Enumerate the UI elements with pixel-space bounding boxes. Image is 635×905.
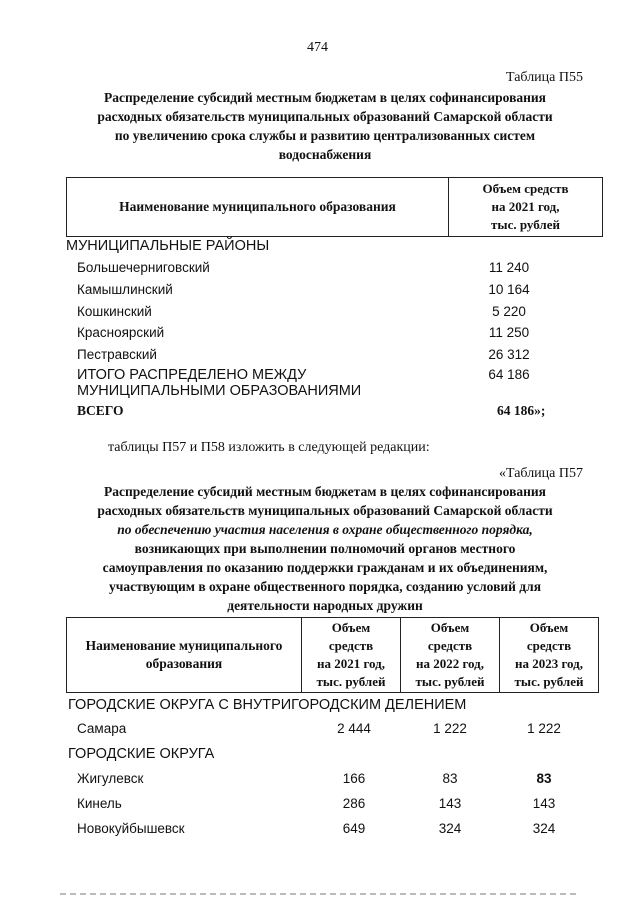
table-row-name: Кошкинский [77, 304, 152, 319]
table-row-value: 1 222 [433, 721, 467, 736]
table-row-value: 11 250 [488, 325, 530, 340]
header-2022: Объем средств на 2022 год, тыс. рублей [401, 618, 500, 693]
header-2021: Объем средств на 2021 год, тыс. рублей [302, 618, 401, 693]
table-row-value: 166 [342, 771, 366, 786]
table-row-name: Большечерниговский [77, 260, 210, 275]
table-row-value: 83 [536, 771, 552, 786]
section-heading: МУНИЦИПАЛЬНЫЕ РАЙОНЫ [66, 238, 270, 254]
table-row-value: 5 220 [492, 304, 526, 319]
grand-total-label: ВСЕГО [77, 403, 124, 418]
table-row-name: Новокуйбышевск [77, 821, 185, 836]
table-header [66, 177, 603, 237]
header-name: Наименование муниципального образования [67, 178, 449, 237]
table-row-name: Кинель [77, 796, 122, 811]
table-row-name: Самара [77, 721, 127, 736]
table-title: Распределение субсидий местным бюджетам в целях софинансирования расходных обязательств муниципальных образований Самарской области по обеспечению участия населения в охране общественного порядка, возникающих при выполнении полномочий органов местного самоуправления по оказанию поддержки гражданам и их объединениям, участвующим в охране общественного порядка, созданию условий для деятельности народных дружин [97, 484, 553, 613]
table-row-value: 143 [532, 796, 556, 811]
table-row-value: 10 164 [488, 282, 530, 297]
paragraph-text: таблицы П57 и П58 изложить в следующей редакции: [108, 440, 430, 455]
table-header [66, 617, 599, 693]
table-row-value: 324 [532, 821, 556, 836]
scan-artifact-line [60, 893, 580, 895]
table-row-name: Камышлинский [77, 282, 173, 297]
total-distributed-value: 64 186 [488, 367, 530, 382]
table-title: Распределение субсидий местным бюджетам в целях софинансирования расходных обязательств муниципальных образований Самарской области по увеличению срока службы и развитию централизованных систем водоснабжения [97, 90, 553, 162]
header-2023: Объем средств на 2023 год, тыс. рублей [500, 618, 599, 693]
table-row-value: 143 [438, 796, 462, 811]
page-number: 474 [307, 40, 328, 55]
grand-total-value: 64 186»; [497, 403, 546, 418]
header-name: Наименование муниципального образования [67, 618, 302, 693]
table-row-value: 83 [442, 771, 458, 786]
table-row-value: 324 [438, 821, 462, 836]
table-row-value: 1 222 [527, 721, 561, 736]
table-row-value: 26 312 [488, 347, 530, 362]
table-row-value: 2 444 [337, 721, 371, 736]
table-row-value: 649 [342, 821, 366, 836]
total-distributed-label: ИТОГО РАСПРЕДЕЛЕНО МЕЖДУ МУНИЦИПАЛЬНЫМИ ОБРАЗОВАНИЯМИ [77, 367, 362, 399]
section-heading: ГОРОДСКИЕ ОКРУГА [68, 746, 215, 762]
table-label: Таблица П55 [506, 70, 583, 85]
section-heading: ГОРОДСКИЕ ОКРУГА С ВНУТРИГОРОДСКИМ ДЕЛЕНИЕМ [68, 697, 467, 713]
header-amount: Объем средств на 2021 год, тыс. рублей [449, 178, 603, 237]
table-row-value: 11 240 [488, 260, 530, 275]
table-row-name: Пестравский [77, 347, 157, 362]
table-row-name: Жигулевск [77, 771, 144, 786]
table-label: «Таблица П57 [499, 466, 583, 481]
table-row-name: Красноярский [77, 325, 165, 340]
table-row-value: 286 [342, 796, 366, 811]
